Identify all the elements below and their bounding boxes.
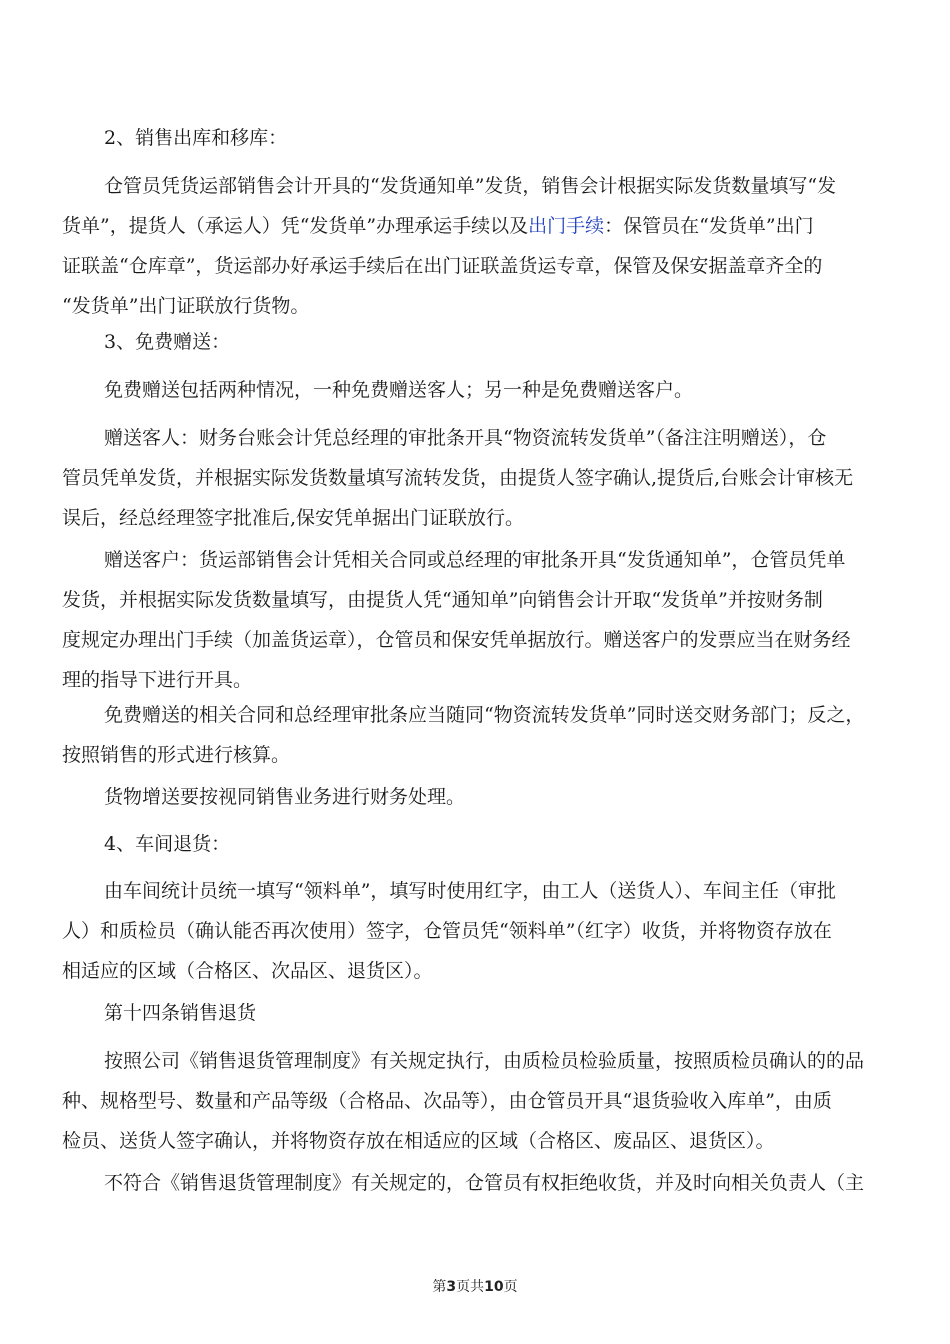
footer-suffix: 页: [503, 1279, 518, 1295]
paragraph-line: 度规定办理出门手续（加盖货运章），仓管员和保安凭单据放行。赠送客户的发票应当在财务经: [62, 629, 851, 651]
paragraph-line: 不符合《销售退货管理制度》有关规定的，仓管员有权拒绝收货，并及时向相关负责人（主: [104, 1172, 865, 1194]
paragraph-line: 第十四条销售退货: [104, 1002, 257, 1024]
paragraph-gift-guests: [62, 418, 922, 538]
text-fragment: 货单”，提货人（承运人）凭“发货单”办理承运手续以及: [62, 215, 529, 237]
paragraph-line: 由车间统计员统一填写“领料单”，填写时使用红字，由工人（送货人）、车间主任（审批: [104, 880, 836, 902]
paragraph-line: 人）和质检员（确认能否再次使用）签字，仓管员凭“领料单”（红字）收货，并将物资存放在: [62, 920, 832, 942]
paragraph-workshop-return: [62, 871, 922, 991]
paragraph-gift-accounting: [62, 777, 922, 817]
paragraph-line: [62, 206, 922, 246]
paragraph-line: 2、销售出库和移库：: [104, 127, 288, 149]
paragraph-outbound: [62, 166, 922, 326]
paragraph-line: 4、车间退货：: [104, 833, 231, 855]
text-fragment: ：保管员在“发货单”出门: [604, 215, 814, 237]
paragraph-line: 种、规格型号、数量和产品等级（合格品、次品等），由仓管员开具“退货验收入库单”，由质: [62, 1090, 832, 1112]
paragraph-line: “发货单”出门证联放行货物。: [62, 295, 310, 317]
paragraph-line: 仓管员凭货运部销售会计开具的“发货通知单”发货，销售会计根据实际发货数量填写“发: [104, 175, 837, 197]
paragraph-line: 赠送客户：货运部销售会计凭相关合同或总经理的审批条开具“发货通知单”，仓管员凭单: [104, 549, 846, 571]
paragraph-line: 免费赠送包括两种情况，一种免费赠送客人；另一种是免费赠送客户。: [104, 379, 694, 401]
paragraph-line: 免费赠送的相关合同和总经理审批条应当随同“物资流转发货单”同时送交财务部门；反之，: [104, 704, 865, 726]
article-14-heading: [62, 993, 922, 1033]
paragraph-sales-return: [62, 1041, 922, 1161]
paragraph-gift-contracts: [62, 695, 922, 775]
paragraph-line: 按照销售的形式进行核算。: [62, 744, 291, 766]
exit-procedure-link[interactable]: 出门手续: [528, 215, 605, 237]
footer-prefix: 第: [432, 1279, 447, 1295]
paragraph-line: 赠送客人：财务台账会计凭总经理的审批条开具“物资流转发货单”（备注注明赠送），仓: [104, 427, 827, 449]
paragraph-line: 检员、送货人签字确认，并将物资存放在相适应的区域（合格区、废品区、退货区）。: [62, 1130, 775, 1152]
paragraph-gift-customers: [62, 540, 922, 700]
total-pages: 10: [484, 1279, 504, 1295]
paragraph-line: 证联盖“仓库章”，货运部办好承运手续后在出门证联盖货运专章，保管及保安据盖章齐全的: [62, 255, 823, 277]
paragraph-line: 发货，并根据实际发货数量填写，由提货人凭“通知单”向销售会计开取“发货单”并按财务制: [62, 589, 823, 611]
paragraph-line: 管员凭单发货，并根据实际发货数量填写流转发货，由提货人签字确认,提货后,台账会计审核无: [62, 467, 854, 489]
paragraph-line: 按照公司《销售退货管理制度》有关规定执行，由质检员检验质量，按照质检员确认的的品: [104, 1050, 865, 1072]
section-heading-2: [62, 118, 922, 158]
page-footer: [0, 1276, 950, 1296]
page-number: 3: [446, 1279, 457, 1295]
paragraph-line: 货物增送要按视同销售业务进行财务处理。: [104, 786, 466, 808]
paragraph-free-gift-intro: [62, 370, 922, 410]
section-heading-3: [62, 322, 922, 362]
paragraph-line: 误后，经总经理签字批准后,保安凭单据出门证联放行。: [62, 507, 525, 529]
paragraph-line: 3、免费赠送：: [104, 331, 231, 353]
paragraph-line: 理的指导下进行开具。: [62, 669, 253, 691]
paragraph-line: 相适应的区域（合格区、次品区、退货区）。: [62, 960, 433, 982]
section-heading-4: [62, 824, 922, 864]
footer-middle: 页共: [456, 1279, 485, 1295]
paragraph-reject-return: [62, 1163, 922, 1203]
